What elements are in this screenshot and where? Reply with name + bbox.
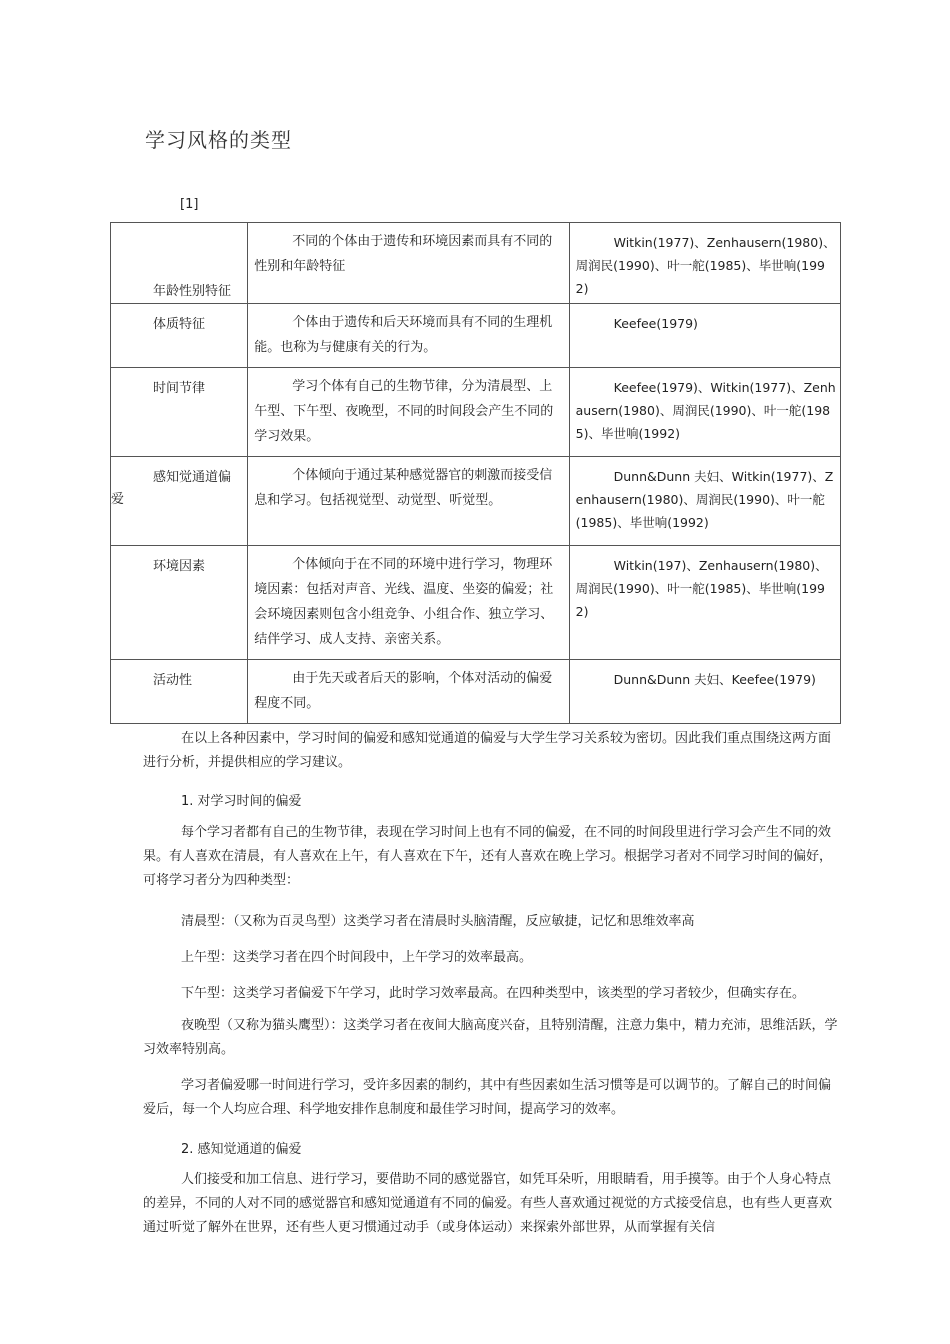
type-afternoon: 下午型：这类学习者偏爱下午学习，此时学习效率最高。在四种类型中，该类型的学习者较少，但确实存在。 — [181, 986, 806, 1001]
table-row — [111, 304, 841, 368]
factor-name-cell — [111, 223, 248, 304]
page-title: 学习风格的类型 — [145, 128, 292, 152]
paragraph-perception: 人们接受和加工信息、进行学习，要借助不同的感觉器官，如凭耳朵听，用眼睛看，用手摸等。由于个人身心特点的差异，不同的人对不同的感觉器官和感知觉通道有不同的偏爱。有些人喜欢通过视觉的方式接受信息，也有些人更喜欢通过听觉了解外在世界，还有些人更习惯通过动手（或身体运动）来探索外部世界，从而掌握有关信 — [143, 1172, 833, 1235]
table-row — [111, 368, 841, 457]
table-row — [111, 223, 841, 304]
factor-source: Dunn&Dunn 夫妇、Keefee(1979) — [613, 672, 816, 687]
factor-source-cell — [569, 546, 840, 660]
factor-source: Witkin(197)、Zenhausern(1980)、周润民(1990)、叶一舵(1985)、毕世响(1992) — [575, 558, 828, 619]
factor-description: 由于先天或者后天的影响，个体对活动的偏爱程度不同。 — [254, 671, 553, 711]
factor-source-cell — [569, 660, 840, 724]
type-night: 夜晚型（又称为猫头鹰型）：这类学习者在夜间大脑高度兴奋，且特别清醒，注意力集中，精力充沛，思维活跃，学习效率特别高。 — [143, 1018, 838, 1057]
factor-description-cell — [248, 546, 569, 660]
factor-description-cell — [248, 660, 569, 724]
factor-name: 环境因素 — [153, 559, 206, 574]
learning-style-table — [110, 222, 841, 724]
factor-description-cell — [248, 368, 569, 457]
factor-name-cell — [111, 660, 248, 724]
factor-name: 年龄性别特征 — [153, 284, 232, 299]
factor-name: 感知觉通道偏爱 — [111, 470, 232, 507]
factor-source-cell — [569, 368, 840, 457]
type-forenoon: 上午型：这类学习者在四个时间段中，上午学习的效率最高。 — [181, 950, 533, 965]
paragraph-time-adjust: 学习者偏爱哪一时间进行学习，受许多因素的制约，其中有些因素如生活习惯等是可以调节的。了解自己的时间偏爱后，每一个人均应合理、科学地安排作息制度和最佳学习时间，提高学习的效率。 — [143, 1078, 832, 1117]
factor-description-cell — [248, 223, 569, 304]
factor-name-cell — [111, 304, 248, 368]
section-heading-perception: 2. 感知觉通道的偏爱 — [181, 1142, 302, 1157]
section-heading-time: 1. 对学习时间的偏爱 — [181, 794, 302, 809]
table-row — [111, 660, 841, 724]
factor-name-cell — [111, 368, 248, 457]
table-row — [111, 546, 841, 660]
reference-mark: [1] — [180, 197, 199, 212]
factor-source-cell — [569, 223, 840, 304]
factor-description: 学习个体有自己的生物节律，分为清晨型、上午型、下午型、夜晚型，不同的时间段会产生不同的学习效果。 — [254, 379, 554, 444]
factor-source-cell — [569, 304, 840, 368]
table-row — [111, 457, 841, 546]
paragraph-summary: 在以上各种因素中，学习时间的偏爱和感知觉通道的偏爱与大学生学习关系较为密切。因此我们重点围绕这两方面进行分析，并提供相应的学习建议。 — [143, 731, 832, 770]
factor-description: 个体由于遗传和后天环境而具有不同的生理机能。也称为与健康有关的行为。 — [254, 315, 553, 355]
factor-description-cell — [248, 304, 569, 368]
factor-source: Witkin(1977)、Zenhausern(1980)、周润民(1990)、叶一舵(1985)、毕世响(1992) — [575, 235, 836, 296]
factor-source: Keefee(1979) — [613, 316, 698, 331]
factor-description: 个体倾向于通过某种感觉器官的刺激而接受信息和学习。包括视觉型、动觉型、听觉型。 — [254, 468, 553, 508]
type-morning: 清晨型：（又称为百灵鸟型）这类学习者在清晨时头脑清醒，反应敏捷，记忆和思维效率高 — [181, 914, 695, 929]
factor-name: 体质特征 — [153, 317, 206, 332]
factor-source-cell — [569, 457, 840, 546]
factor-source: Keefee(1979)、Witkin(1977)、Zenhausern(1980)、周润民(1990)、叶一舵(1985)、毕世响(1992) — [575, 380, 836, 441]
factor-description-cell — [248, 457, 569, 546]
factor-description: 不同的个体由于遗传和环境因素而具有不同的性别和年龄特征 — [254, 234, 553, 274]
factor-name-cell — [111, 457, 248, 546]
factor-name: 活动性 — [153, 673, 193, 688]
factor-name: 时间节律 — [153, 381, 206, 396]
factor-name-cell — [111, 546, 248, 660]
factor-source: Dunn&Dunn 夫妇、Witkin(1977)、Zenhausern(1980)、周润民(1990)、叶一舵(1985)、毕世响(1992) — [575, 469, 834, 530]
factor-description: 个体倾向于在不同的环境中进行学习，物理环境因素：包括对声音、光线、温度、坐姿的偏爱；社会环境因素则包含小组竞争、小组合作、独立学习、结伴学习、成人支持、亲密关系。 — [254, 557, 554, 647]
paragraph-time-preference: 每个学习者都有自己的生物节律，表现在学习时间上也有不同的偏爱，在不同的时间段里进行学习会产生不同的效果。有人喜欢在清晨，有人喜欢在上午，有人喜欢在下午，还有人喜欢在晚上学习。根据学习者对不同学习时间的偏好，可将学习者分为四种类型： — [143, 825, 833, 888]
